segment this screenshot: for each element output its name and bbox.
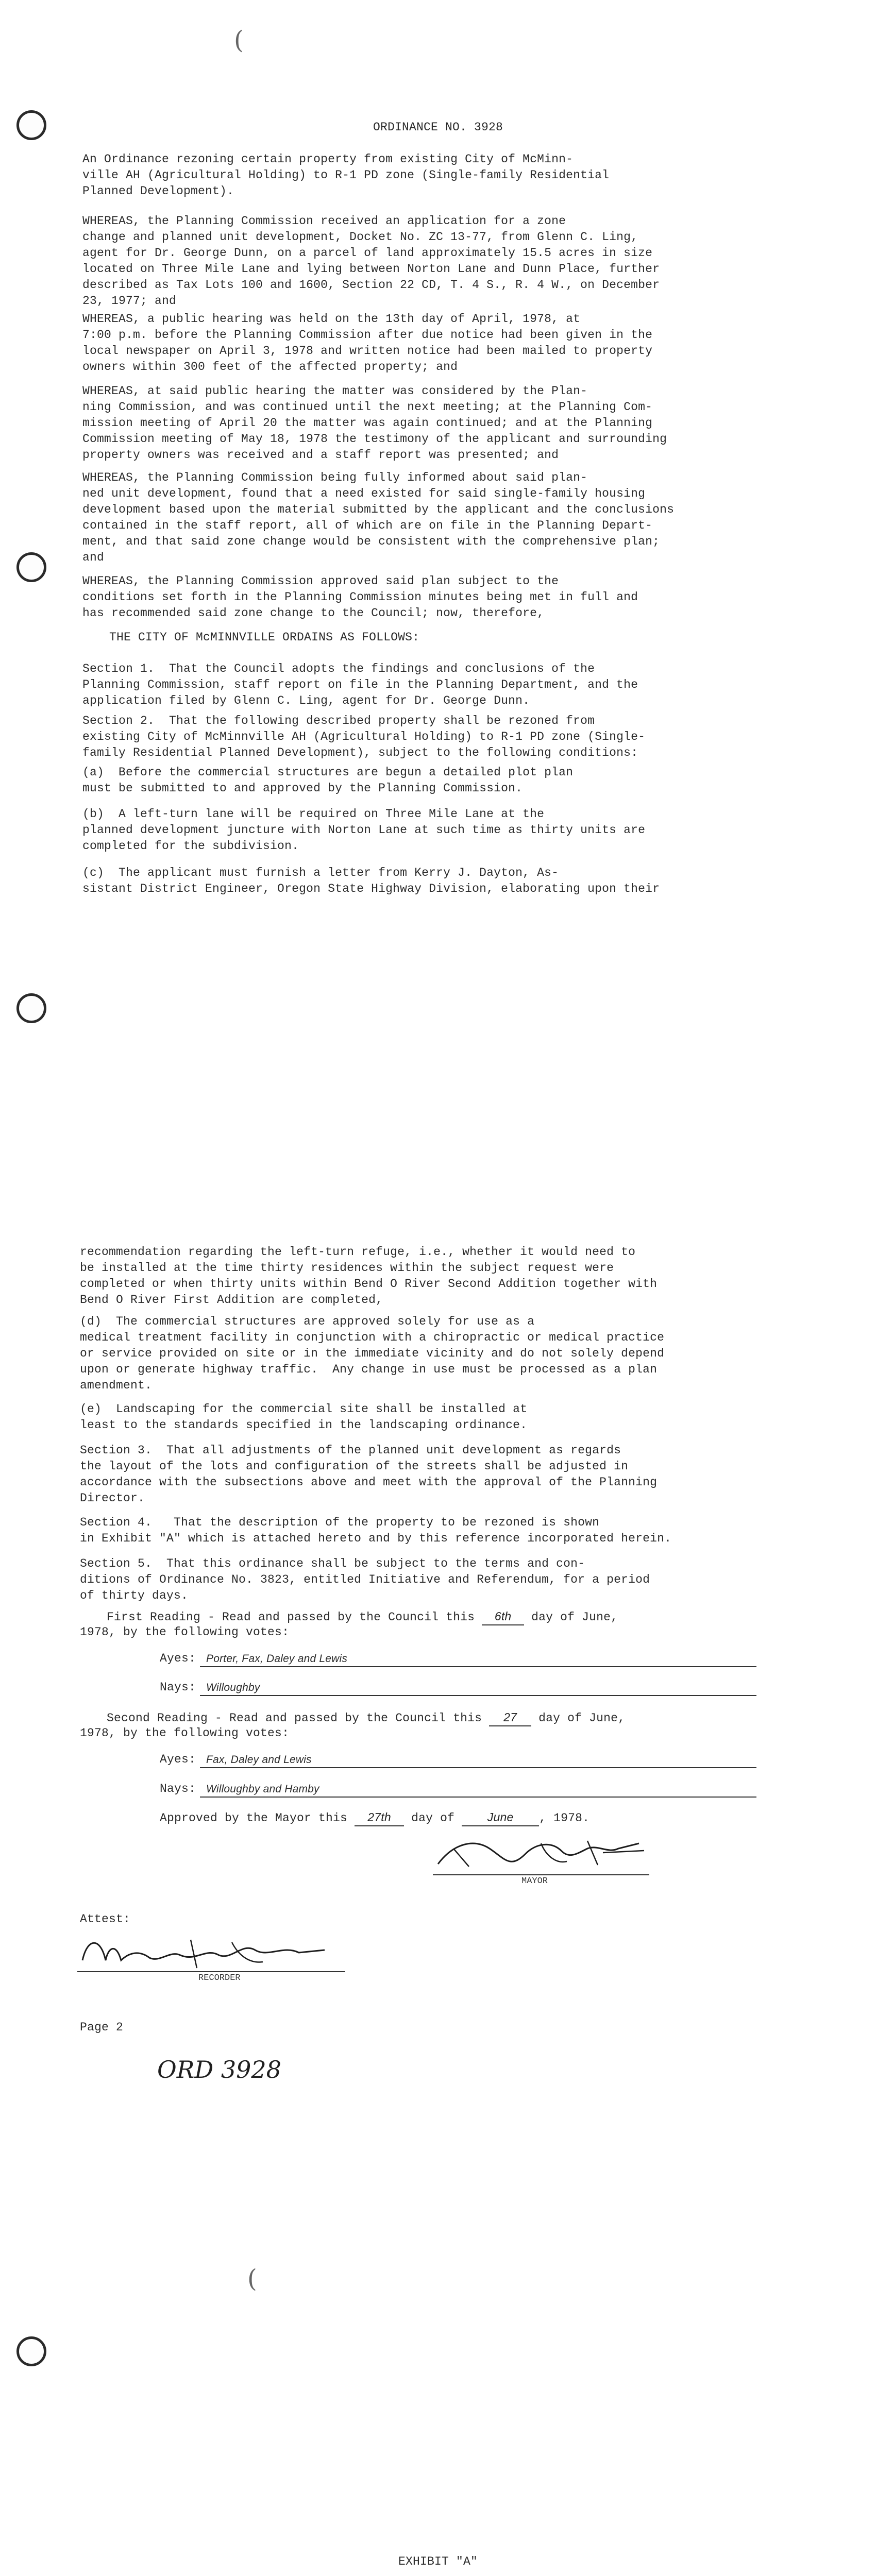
- approved-month: June: [462, 1809, 539, 1826]
- approved-by-mayor: Approved by the Mayor this 27th day of June , 1978.: [160, 1809, 589, 1826]
- recorder-signature: [77, 1932, 345, 1973]
- mayor-signature-line: [433, 1874, 649, 1875]
- page-2: [0, 1185, 876, 2215]
- binder-hole-icon: [16, 552, 46, 582]
- nays-label-1: Nays:: [160, 1681, 196, 1694]
- ayes-first-reading: Porter, Fax, Daley and Lewis: [206, 1653, 348, 1665]
- ayes-label-2: Ayes:: [160, 1753, 196, 1766]
- ayes-line-2: [200, 1767, 756, 1768]
- whereas-paragraph-3: WHEREAS, at said public hearing the matter was considered by the Plan- ning Commission, and was continued until the next meeting; at the Planning Com- mission meeting of April 20 the matter was again continued; and at the Planning Commission meeting of May 18, 1978 the testimony of the applicant and surrounding property owners was received and a staff report was presented; and: [82, 384, 667, 462]
- binder-hole-icon: [16, 2336, 46, 2366]
- second-reading-votes: 1978, by the following votes:: [80, 1726, 290, 1740]
- ayes-second-reading: Fax, Daley and Lewis: [206, 1754, 312, 1766]
- first-reading: First Reading - Read and passed by the Council this 6th day of June,: [107, 1608, 618, 1625]
- condition-d: (d) The commercial structures are approved solely for use as a medical treatment facility in conjunction with a chiropractic or medical practice or service provided on site or in the immediate vicinity and do not solely depend upon or generate highway traffic. Any change in use must be processed as a plan amendment.: [80, 1315, 665, 1392]
- recorder-signature-line: [77, 1971, 345, 1972]
- nays-line-1: [200, 1695, 756, 1696]
- mayor-label: MAYOR: [521, 1876, 548, 1886]
- ayes-label-1: Ayes:: [160, 1652, 196, 1665]
- handwritten-ordinance-number: ORD 3928: [157, 2056, 281, 2083]
- first-reading-day: 6th: [482, 1608, 524, 1625]
- ayes-line-1: [200, 1666, 756, 1667]
- nays-second-reading: Willoughby and Hamby: [206, 1783, 319, 1795]
- whereas-paragraph-4: WHEREAS, the Planning Commission being fully informed about said plan- ned unit development, found that a need existed for said single-family housing development based upon the material submitted by the applicant and the conclusions contained in the staff report, all of which are on file in the Planning Depart- ment, and that said zone change would be consistent with the comprehensive plan; and: [82, 471, 675, 564]
- second-reading: Second Reading - Read and passed by the Council this 27 day of June,: [107, 1709, 625, 1726]
- attest-label: Attest:: [80, 1912, 131, 1926]
- recorder-label: RECORDER: [198, 1973, 241, 1983]
- scan-artifact-mark: (: [247, 2264, 257, 2293]
- approved-day: 27th: [355, 1809, 404, 1826]
- condition-c-continued: recommendation regarding the left-turn refuge, i.e., whether it would need to be installed at the time thirty residences within the subject request were completed or when thirty units within Bend O River Second Addition together with Bend O River First Addition are completed,: [80, 1245, 658, 1307]
- binder-hole-icon: [16, 993, 46, 1023]
- whereas-paragraph-2: WHEREAS, a public hearing was held on the 13th day of April, 1978, at 7:00 p.m. before the Planning Commission after due notice had been given in the local newspaper on April 3, 1978 and written notice had been mailed to property owners within 300 feet of the affected property; and: [82, 312, 653, 374]
- ordains-heading: THE CITY OF McMINNVILLE ORDAINS AS FOLLOWS:: [109, 631, 420, 644]
- nays-label-2: Nays:: [160, 1782, 196, 1795]
- exhibit-title: EXHIBIT "A": [398, 2555, 478, 2568]
- ordinance-title: ORDINANCE NO. 3928: [373, 121, 503, 134]
- section-5: Section 5. That this ordinance shall be subject to the terms and con- ditions of Ordinance No. 3823, entitled Initiative and Referendum, for a period of thirty days.: [80, 1557, 650, 1602]
- section-3: Section 3. That all adjustments of the planned unit development as regards the layout of the lots and configuration of the streets shall be adjusted in accordance with the subsections above and meet with the approval of the Planning Director.: [80, 1444, 658, 1505]
- intro-paragraph: An Ordinance rezoning certain property from existing City of McMinn- ville AH (Agricultural Holding) to R-1 PD zone (Single-family Residential Planned Development).: [82, 152, 610, 198]
- mayor-signature: [433, 1833, 649, 1874]
- condition-e: (e) Landscaping for the commercial site shall be installed at least to the standards specified in the landscaping ordinance.: [80, 1402, 528, 1432]
- whereas-paragraph-5: WHEREAS, the Planning Commission approved said plan subject to the conditions set forth in the Planning Commission minutes being met in full and has recommended said zone change to the Council; now, therefore,: [82, 574, 638, 620]
- page-number: Page 2: [80, 2021, 124, 2034]
- section-4: Section 4. That the description of the property to be rezoned is shown in Exhibit "A" which is attached hereto and by this reference incorporated herein.: [80, 1516, 672, 1545]
- condition-c-start: (c) The applicant must furnish a letter from Kerry J. Dayton, As- sistant District Engineer, Oregon State Highway Division, elaborating upon their: [82, 866, 660, 895]
- scan-artifact-mark: (: [234, 26, 244, 55]
- section-2: Section 2. That the following described property shall be rezoned from existing City of McMinnville AH (Agricultural Holding) to R-1 PD zone (Single- family Residential Planned Development), subject to the following conditions:: [82, 714, 646, 759]
- page-3: [0, 2215, 876, 2576]
- page-1: [0, 0, 876, 1185]
- condition-b: (b) A left-turn lane will be required on Three Mile Lane at the planned development juncture with Norton Lane at such time as thirty units are completed for the subdivision.: [82, 807, 646, 853]
- nays-first-reading: Willoughby: [206, 1682, 260, 1693]
- second-reading-day: 27: [489, 1709, 531, 1726]
- whereas-paragraph-1: WHEREAS, the Planning Commission received an application for a zone change and planned unit development, Docket No. ZC 13-77, from Glenn C. Ling, agent for Dr. George Dunn, on a parcel of land approximately 15.5 acres in size located on Three Mile Lane and lying between Norton Lane and Dunn Place, further described as Tax Lots 100 and 1600, Section 22 CD, T. 4 S., R. 4 W., on December 23, 1977; and: [82, 214, 660, 308]
- section-1: Section 1. That the Council adopts the findings and conclusions of the Planning Commission, staff report on file in the Planning Department, and the application filed by Glenn C. Ling, agent for Dr. George Dunn.: [82, 662, 638, 707]
- condition-a: (a) Before the commercial structures are begun a detailed plot plan must be submitted to and approved by the Planning Commission.: [82, 766, 574, 795]
- nays-line-2: [200, 1797, 756, 1798]
- first-reading-votes: 1978, by the following votes:: [80, 1625, 290, 1639]
